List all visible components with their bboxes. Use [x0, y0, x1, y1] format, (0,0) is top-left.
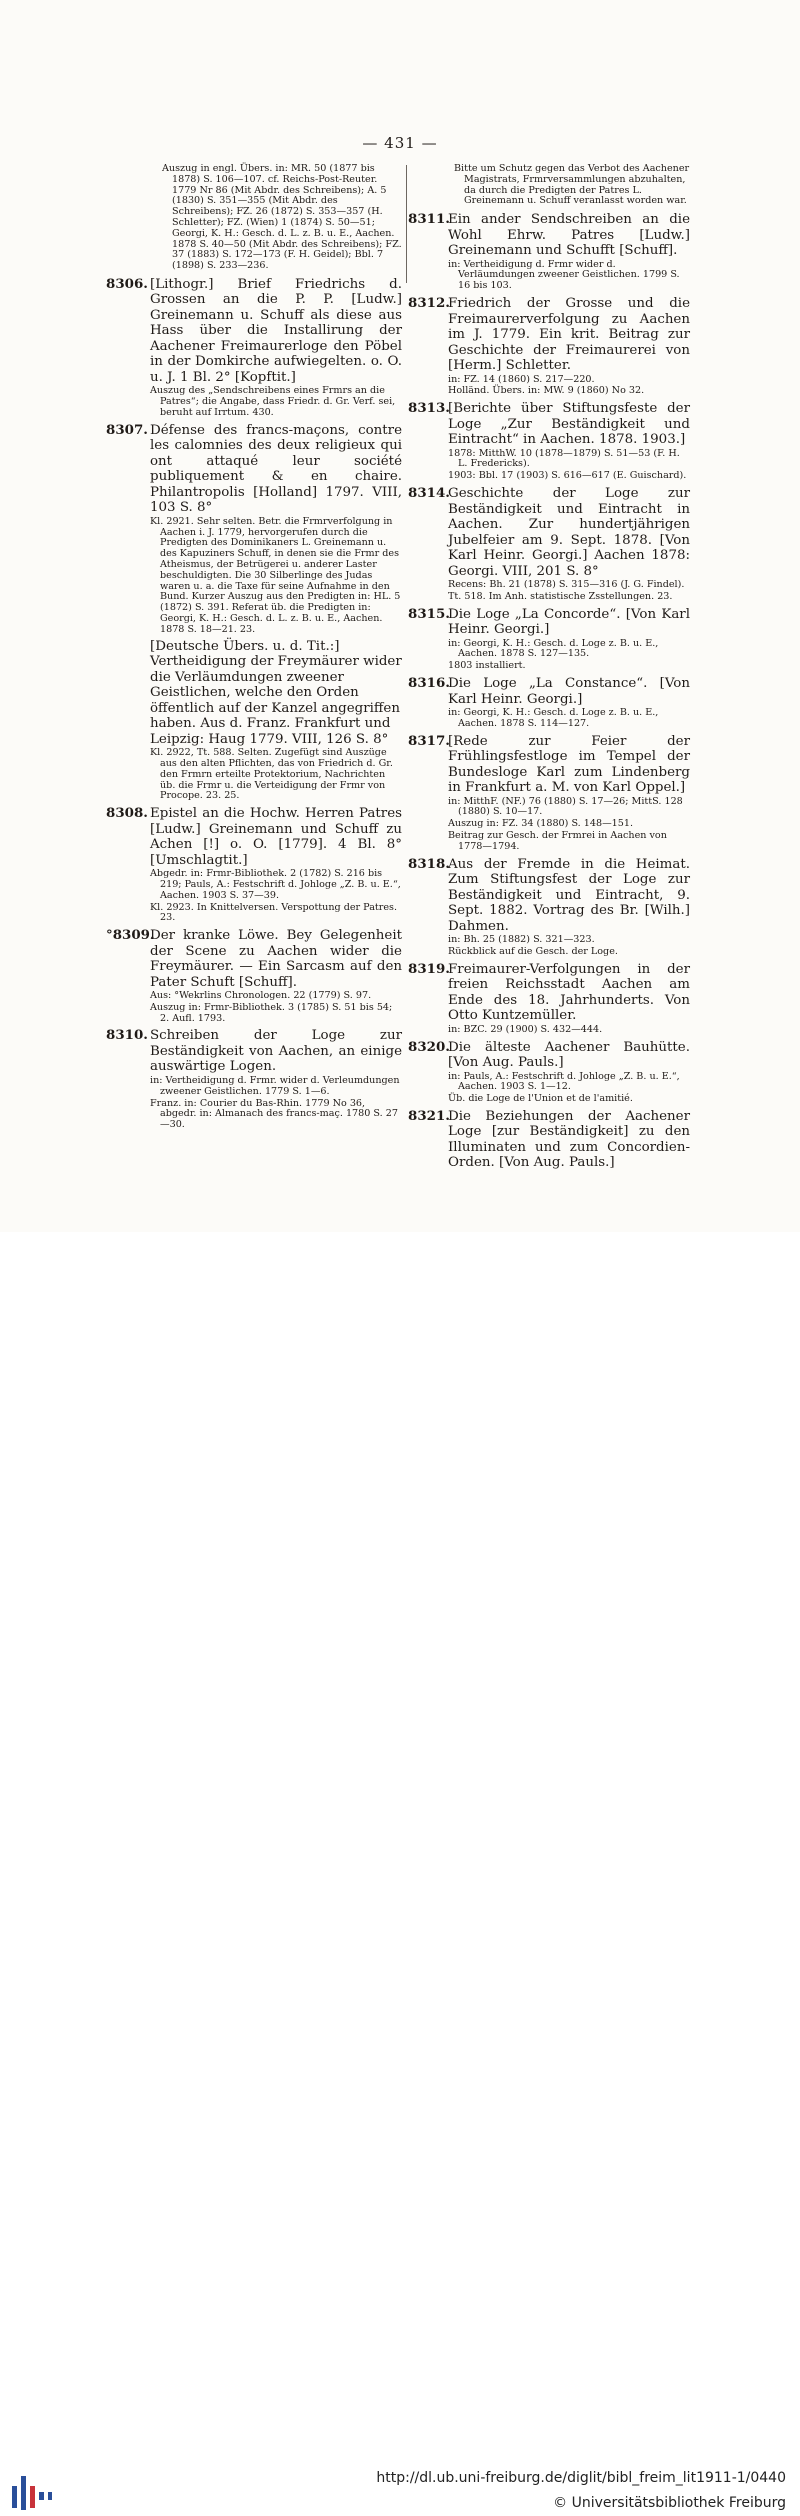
- entry-title: Der kranke Löwe. Bey Gelegenheit der Scene zu Aachen wider die Freymäurer. — Ein Sarcasm auf den Pater Schuft [Schuff].: [150, 928, 402, 990]
- entry-note: 1803 installiert.: [448, 660, 526, 672]
- column-rule: [406, 165, 407, 283]
- entry-title: Die Beziehungen der Aachener Loge [zur Beständigkeit] zu den Illuminaten und zum Concordien-Orden. [Von Aug. Pauls.]: [448, 1108, 690, 1171]
- entry-note: in: MitthF. (NF.) 76 (1880) S. 17—26; MittS. 128 (1880) S. 10—17.: [448, 795, 683, 818]
- bibliography-entry: [408, 1107, 690, 1171]
- entry-number: 8318.: [408, 855, 450, 872]
- entry-translation-note: Kl. 2922, Tt. 588. Selten. Zugefügt sind Auszüge aus den alten Pflichten, das von Friedrich d. Gr. den Frmrn erteilte Protektorium, Nachrichten üb. die Frmr u. die Verteidigung der Frmr von Procope. 23. 25.: [150, 747, 393, 802]
- entry-title: Epistel an die Hochw. Herren Patres [Ludw.] Greinemann und Schuff zu Achen [!] o. O. [1779]. 4 Bl. 8° [Umschlagtit.]: [150, 806, 402, 868]
- entry-number: 8315.: [408, 605, 450, 622]
- entry-body: [412, 676, 690, 730]
- entry-title: [Berichte über Stiftungsfeste der Loge „Zur Beständigkeit und Eintracht“ in Aachen. 1878. 1903.]: [448, 401, 690, 448]
- entry-number: 8320.: [408, 1038, 450, 1055]
- entry-note: Tt. 518. Im Anh. statistische Zsstellungen. 23.: [448, 590, 673, 602]
- entry-body: [112, 1028, 402, 1130]
- entry-title: Freimaurer-Verfolgungen in der freien Reichsstadt Aachen am Ende des 18. Jahrhunderts. Von Otto Kuntzemüller.: [448, 961, 690, 1024]
- bibliography-entry: [106, 927, 402, 1024]
- left-entries: [106, 275, 402, 1131]
- entry-number: 8308.: [106, 805, 148, 822]
- entry-note: in: Pauls, A.: Festschrift d. Johloge „Z. B. u. E.“, Aachen. 1903 S. 1—12.: [448, 1070, 680, 1093]
- page-number: — 431 —: [362, 134, 438, 152]
- document-url-link[interactable]: http://dl.ub.uni-freiburg.de/diglit/bibl_freim_lit1911-1/0440: [376, 2470, 786, 2486]
- left-column: [106, 163, 402, 1135]
- entry-note: 1903: Bbl. 17 (1903) S. 616—617 (E. Guischard).: [448, 470, 687, 482]
- entry-body: [412, 401, 690, 482]
- entry-number: 8313.: [408, 400, 450, 417]
- bibliography-entry: [408, 400, 690, 482]
- bibliography-entry: [106, 805, 402, 924]
- entry-number: 8321.: [408, 1107, 450, 1124]
- right-entries: [408, 211, 690, 1171]
- entry-number: 8316.: [408, 675, 450, 692]
- entry-note: Auszug in: FZ. 34 (1880) S. 148—151.: [448, 818, 634, 830]
- entry-note: Beitrag zur Gesch. der Frmrei in Aachen von 1778—1794.: [448, 830, 667, 852]
- entry-note: Kl. 2921. Sehr selten. Betr. die Frmrverfolgung in Aachen i. J. 1779, hervorgerufen durch die Predigten des Dominikaners L. Greinemann u. des Kapuziners Schuff, in denen sie die Frmr des Atheismus, der Betrügerei u. anderer Laster beschuldigten. Die 30 Silberlinge des Judas waren u. a. die Taxe für seine Aufnahme in den Bund. Kurzer Auszug aus den Predigten in: HL. 5 (1872) S. 391. Referat üb. die Predigten in: Georgi, K. H.: Gesch. d. L. z. B. u. E., Aachen. 1878 S. 18—21. 23.: [150, 515, 401, 635]
- entry-translation-body: [112, 748, 402, 802]
- entry-title: Die Loge „La Concorde“. [Von Karl Heinr. Georgi.]: [448, 606, 690, 638]
- entry-note: in: Vertheidigung d. Frmr. wider d. Verleumdungen zweener Geistlichen. 1779 S. 1—6.: [150, 1074, 400, 1097]
- entry-number: °8309.: [106, 927, 155, 944]
- entry-note: Aus: °Wekrlins Chronologen. 22 (1779) S. 97.: [150, 990, 372, 1002]
- bibliography-entry: [408, 732, 690, 853]
- entry-title: Aus der Fremde in die Heimat. Zum Stiftungsfest der Loge zur Beständigkeit und Eintracht, 9. Sept. 1882. Vortrag des Br. [Wilh.] Dahmen.: [448, 856, 690, 934]
- entry-title: Die älteste Aachener Bauhütte. [Von Aug. Pauls.]: [448, 1039, 690, 1071]
- entry-number: 8317.: [408, 732, 450, 749]
- ub-freiburg-logo-icon[interactable]: [8, 2470, 54, 2516]
- entry-body: [412, 734, 690, 853]
- bibliography-entry: [408, 960, 690, 1036]
- bibliography-entry: [106, 421, 402, 802]
- entry-body: [112, 806, 402, 924]
- bibliography-entry: [408, 675, 690, 730]
- entry-number: 8311.: [408, 211, 450, 228]
- entry-note: Kl. 2923. In Knittelversen. Verspottung der Patres. 23.: [150, 901, 398, 924]
- entry-title: Friedrich der Grosse und die Freimaurerverfolgung zu Aachen im J. 1779. Ein krit. Beitrag zur Geschichte der Freimaurerei von [Herm.] Schletter.: [448, 296, 690, 374]
- bibliography-entry: [408, 1038, 690, 1105]
- entry-body: [112, 277, 402, 419]
- entry-title: Ein ander Sendschreiben an die Wohl Ehrw. Patres [Ludw.] Greinemann und Schufft [Schuff].: [448, 212, 690, 259]
- entry-translation-title: [Deutsche Übers. u. d. Tit.:] Vertheidigung der Freymäurer wider die Verläumdungen zweener Geistlichen, welche den Orden öffentlich auf der Kanzel angegriffen haben. Aus d. Franz. Frankfurt und Leipzig: Haug 1779. VIII, 126 S. 8°: [150, 638, 402, 747]
- right-column: [408, 163, 690, 1175]
- entry-body: [412, 296, 690, 397]
- entry-body: [112, 423, 402, 636]
- entry-note: in: FZ. 14 (1860) S. 217—220.: [448, 373, 595, 385]
- entry-note: in: Georgi, K. H.: Gesch. d. Loge z. B. u. E., Aachen. 1878 S. 127—135.: [448, 637, 659, 660]
- entry-note: Holländ. Übers. in: MW. 9 (1860) No 32.: [448, 385, 645, 397]
- entry-note: Auszug des „Sendschreibens eines Frmrs an die Patres“; die Angabe, dass Friedr. d. Gr. Verf. sei, beruht auf Irrtum. 430.: [150, 385, 396, 419]
- bibliography-entry: [408, 211, 690, 292]
- entry-note: in: Bh. 25 (1882) S. 321—323.: [448, 934, 595, 946]
- bibliography-entry: [106, 1027, 402, 1131]
- entry-number: 8307.: [106, 421, 148, 438]
- entry-note: Rückblick auf die Gesch. der Loge.: [448, 945, 618, 957]
- entry-body: [412, 857, 690, 958]
- bibliography-entry: [408, 855, 690, 958]
- entry-body: [412, 1040, 690, 1105]
- bibliography-entry: [408, 295, 690, 397]
- entry-note: Franz. in: Courier du Bas-Rhin. 1779 No 36, abgedr. in: Almanach des francs-maç. 1780 S. 27—30.: [150, 1097, 398, 1131]
- entry-note: Abgedr. in: Frmr-Bibliothek. 2 (1782) S. 216 bis 219; Pauls, A.: Festschrift d. Johloge „Z. B. u. E.“, Aachen. 1903 S. 37—39.: [150, 868, 401, 901]
- entry-title: Die Loge „La Constance“. [Von Karl Heinr. Georgi.]: [448, 676, 690, 707]
- entry-title: [Rede zur Feier der Frühlingsfestloge im Tempel der Bundesloge Karl zum Lindenberg in Frankfurt a. M. von Karl Oppel.]: [448, 733, 690, 796]
- entry-note: in: Vertheidigung d. Frmr wider d. Verläumdungen zweener Geistlichen. 1799 S. 16 bis 103.: [448, 258, 680, 292]
- entry-note: Üb. die Loge de l'Union et de l'amitié.: [448, 1093, 633, 1105]
- entry-title: Défense des francs-maçons, contre les calomnies des deux religieux qui ont attaqué leur société publiquement & en chaire. Philantropolis [Holland] 1797. VIII, 103 S. 8°: [150, 422, 402, 516]
- entry-title: [Lithogr.] Brief Friedrichs d. Grossen an die P. P. [Ludw.] Greinemann u. Schuff als diese aus Hass über die Installirung der Aachener Freimaurerloge den Pöbel in der Domkirche aufwiegelten. o. O. u. J. 1 Bl. 2° [Kopftit.]: [150, 276, 402, 385]
- entry-body: [412, 212, 690, 292]
- entry-note: in: Georgi, K. H.: Gesch. d. Loge z. B. u. E., Aachen. 1878 S. 114—127.: [448, 707, 659, 729]
- entry-number: 8314.: [408, 485, 450, 502]
- entry-body: [412, 1109, 690, 1171]
- scanned-page: [0, 0, 800, 1232]
- entry-note: in: BZC. 29 (1900) S. 432—444.: [448, 1023, 603, 1035]
- entry-note: Auszug in: Frmr-Bibliothek. 3 (1785) S. 51 bis 54; 2. Aufl. 1793.: [150, 1001, 393, 1024]
- right-continuation-note: Bitte um Schutz gegen das Verbot des Aachener Magistrats, Frmrversammlungen abzuhalten, da durch die Predigten der Patres L. Greinemann u. Schuff veranlasst worden war.: [454, 163, 690, 207]
- entry-body: [412, 607, 690, 672]
- entry-title: Geschichte der Loge zur Beständigkeit und Eintracht in Aachen. Zur hundertjährigen Jubelfeier am 9. Sept. 1878. [Von Karl Heinr. Georgi.] Aachen 1878: Georgi. VIII, 201 S. 8°: [448, 486, 690, 579]
- entry-title: Schreiben der Loge zur Beständigkeit von Aachen, an einige auswärtige Logen.: [150, 1028, 402, 1075]
- bibliography-entry: [106, 275, 402, 419]
- entry-number: 8319.: [408, 960, 450, 977]
- left-continuation-note: Auszug in engl. Übers. in: MR. 50 (1877 bis 1878) S. 106—107. cf. Reichs-Post-Reuter. 1779 Nr 86 (Mit Abdr. des Schreibens); A. 5 (1830) S. 351—355 (Mit Abdr. des Schreibens); FZ. 26 (1872) S. 353—357 (H. Schletter); FZ. (Wien) 1 (1874) S. 50—51; Georgi, K. H.: Gesch. d. L. z. B. u. E., Aachen. 1878 S. 40—50 (Mit Abdr. des Schreibens); FZ. 37 (1883) S. 172—173 (F. H. Geidel); Bbl. 7 (1898) S. 233—236.: [162, 163, 402, 272]
- copyright-notice: © Universitätsbibliothek Freiburg: [553, 2495, 786, 2511]
- entry-body: [112, 928, 402, 1024]
- viewer-footer: [0, 1232, 800, 2511]
- entry-body: [412, 962, 690, 1036]
- entry-number: 8310.: [106, 1027, 148, 1044]
- bibliography-entry: [408, 605, 690, 672]
- entry-number: 8306.: [106, 275, 148, 292]
- entry-body: [412, 486, 690, 603]
- bibliography-entry: [408, 485, 690, 603]
- entry-note: Recens: Bh. 21 (1878) S. 315—316 (J. G. Findel).: [448, 579, 685, 591]
- entry-note: 1878: MitthW. 10 (1878—1879) S. 51—53 (F. H. L. Fredericks).: [448, 447, 680, 470]
- entry-number: 8312.: [408, 295, 450, 312]
